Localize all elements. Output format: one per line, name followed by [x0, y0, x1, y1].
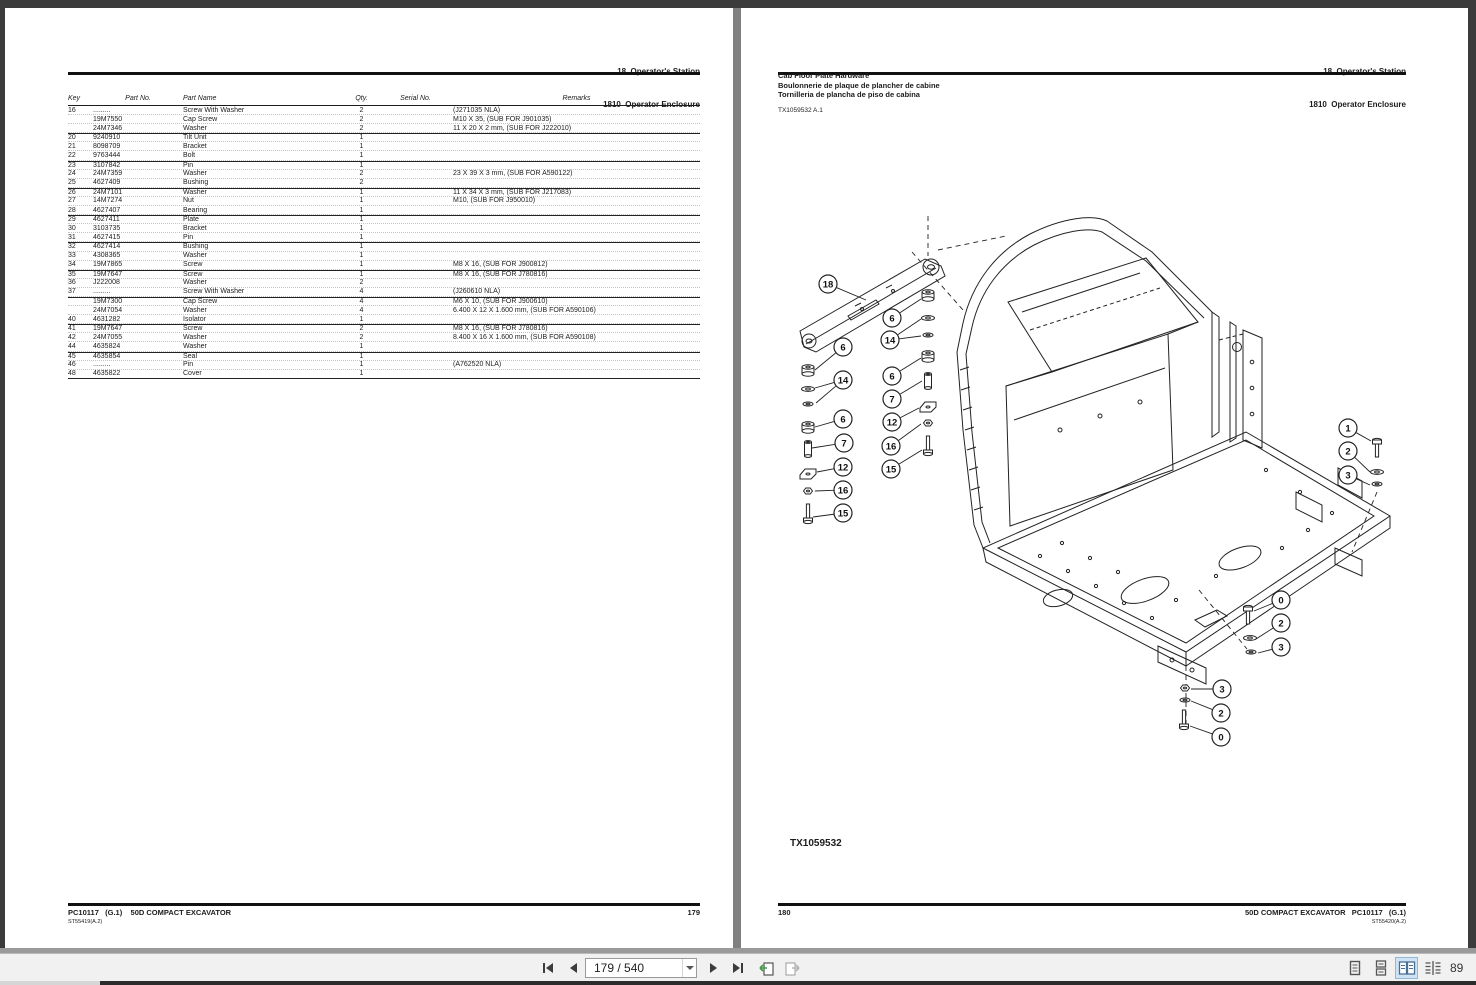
cell-name: Screw — [183, 261, 203, 269]
hardware-clip — [800, 469, 816, 479]
cell-key: 27 — [68, 197, 76, 205]
cell-key: 42 — [68, 333, 76, 341]
continuous-layout-button[interactable] — [1369, 957, 1392, 979]
col-header-key: Key — [68, 95, 81, 102]
hardware-bushing — [922, 351, 934, 362]
cell-pn: 9240910 — [93, 134, 121, 142]
table-row — [68, 124, 700, 133]
cell-name: Washer — [183, 333, 207, 341]
callout-balloon — [815, 481, 852, 499]
cell-key: 16 — [68, 106, 76, 114]
cell-pn: 4308365 — [93, 252, 121, 260]
cell-qty: 1 — [359, 252, 364, 260]
hardware-bolt_up — [1373, 438, 1382, 457]
next-page-button[interactable] — [703, 957, 725, 979]
cell-pn: 4627411 — [93, 216, 120, 224]
foot-rule — [68, 903, 700, 906]
cell-key: 25 — [68, 179, 76, 187]
cell-qty: 1 — [359, 161, 364, 169]
cell-name: Bracket — [183, 142, 207, 150]
callout-balloon — [817, 458, 852, 476]
callout-balloon — [819, 275, 866, 300]
hardware-layer — [800, 290, 1384, 730]
callout-balloon — [1339, 419, 1371, 441]
table-row — [68, 342, 700, 351]
cell-key: 33 — [68, 252, 76, 260]
hardware-washer_sm — [803, 402, 813, 406]
cell-rem: 11 X 20 X 2 mm, (SUB FOR J222010) — [453, 124, 572, 132]
footer-sub-ref: ST55420(A.2) — [1371, 919, 1406, 925]
single-page-layout-button[interactable] — [1343, 957, 1366, 979]
callout-balloon — [1256, 614, 1290, 639]
svg-text:16: 16 — [885, 441, 897, 453]
cell-pn: ......... — [93, 106, 111, 114]
cell-name: Cap Screw — [183, 115, 218, 123]
svg-text:6: 6 — [889, 313, 895, 325]
cell-pn: J222008 — [93, 279, 120, 287]
cell-qty: 1 — [359, 188, 364, 196]
cell-name: Nut — [183, 197, 194, 205]
cell-key: 21 — [68, 142, 76, 150]
cell-qty: 1 — [359, 197, 364, 205]
table-row — [68, 370, 700, 379]
svg-text:18: 18 — [822, 279, 834, 291]
cell-pn: 19M7865 — [93, 261, 123, 269]
svg-text:15: 15 — [837, 508, 849, 520]
single-page-layout-icon — [1347, 960, 1363, 976]
cell-pn: 8098709 — [93, 142, 121, 150]
cell-name: Screw — [183, 325, 203, 333]
cell-pn: 14M7274 — [93, 197, 123, 205]
cell-qty: 2 — [359, 106, 364, 114]
cell-name: Bracket — [183, 224, 207, 232]
cell-pn: 24M7101 — [93, 188, 123, 196]
callout-balloon — [1190, 726, 1230, 746]
cell-key: 29 — [68, 216, 76, 224]
hardware-bolt_down — [804, 504, 813, 524]
cell-qty: 1 — [359, 315, 364, 323]
hardware-nut — [804, 488, 813, 494]
table-row — [68, 151, 700, 160]
last-page-button[interactable] — [727, 957, 749, 979]
cell-rem: 6.400 X 12 X 1.600 mm, (SUB FOR A590106) — [453, 306, 596, 314]
footer-doc-ref: PC10117 (G.1) 50D COMPACT EXCAVATOR — [68, 908, 232, 917]
cell-qty: 1 — [359, 152, 364, 160]
page-right — [741, 8, 1468, 948]
cell-rem: M10 X 35, (SUB FOR J901035) — [453, 115, 552, 123]
hardware-spacer — [805, 441, 812, 458]
cell-name: Screw — [183, 270, 203, 278]
cell-name: Washer — [183, 252, 207, 260]
cell-pn: 4635824 — [93, 342, 121, 350]
svg-text:16: 16 — [837, 485, 849, 497]
cell-name: Washer — [183, 188, 207, 196]
cell-qty: 1 — [359, 216, 364, 224]
callout-balloon — [815, 338, 852, 370]
svg-text:14: 14 — [837, 375, 849, 387]
table-row — [68, 233, 700, 242]
page-number-value: 179 / 540 — [594, 961, 645, 975]
cell-qty: 1 — [359, 206, 364, 214]
cell-qty: 1 — [359, 243, 364, 251]
hardware-nut — [1181, 685, 1190, 691]
callout-balloon — [883, 408, 919, 431]
table-row — [68, 179, 700, 188]
cell-qty: 4 — [359, 288, 364, 296]
exploded-diagram — [741, 203, 1468, 793]
svg-text:6: 6 — [840, 414, 846, 426]
cell-key: 31 — [68, 233, 76, 241]
cell-rem: M8 X 16, (SUB FOR J780816) — [453, 325, 548, 333]
cell-rem: (J271035 NLA) — [453, 106, 501, 114]
running-head-line2: 1810 Operator Enclosure — [603, 100, 700, 109]
cell-pn: 4627415 — [93, 233, 121, 241]
svg-text:14: 14 — [884, 335, 896, 347]
cell-qty: 2 — [359, 279, 364, 287]
cell-rem: M10, (SUB FOR J950010) — [453, 197, 536, 205]
page-number-input[interactable] — [585, 958, 697, 978]
svg-text:2: 2 — [1218, 708, 1224, 720]
cell-name: Pin — [183, 361, 194, 369]
cell-key: 24 — [68, 170, 76, 178]
hardware-spacer — [925, 373, 932, 390]
cell-pn: 24M7055 — [93, 333, 123, 341]
figure-label: TX1059532 — [790, 838, 842, 849]
cell-key: 40 — [68, 315, 76, 323]
running-head-line2: 1810 Operator Enclosure — [1309, 100, 1406, 109]
cell-qty: 2 — [359, 115, 364, 123]
cell-qty: 1 — [359, 134, 364, 142]
zoom-level: 89 — [1450, 961, 1464, 975]
footer-sub-ref: ST55419(A.2) — [68, 919, 103, 925]
cell-name: Tilt Unit — [183, 134, 207, 142]
cell-qty: 1 — [359, 361, 364, 369]
svg-text:12: 12 — [886, 417, 898, 429]
cell-qty: 2 — [359, 124, 364, 132]
section-title-block — [778, 71, 940, 100]
table-row — [68, 288, 700, 297]
cell-qty: 1 — [359, 142, 364, 150]
cell-pn: 24M7346 — [93, 124, 123, 132]
cell-name: Bushing — [183, 243, 209, 251]
previous-view-button[interactable] — [755, 957, 777, 979]
parts-table — [68, 88, 700, 379]
col-header-qty: Qty. — [355, 95, 368, 102]
page-left — [5, 8, 733, 948]
callout-balloon — [813, 504, 852, 522]
first-page-button[interactable] — [537, 957, 559, 979]
svg-text:6: 6 — [840, 342, 846, 354]
cell-rem: 23 X 39 X 3 mm, (SUB FOR A590122) — [453, 170, 573, 178]
foot-rule — [778, 903, 1406, 906]
callout-balloon — [1191, 701, 1230, 722]
callout-balloon — [1258, 638, 1290, 656]
hardware-bushing — [802, 422, 814, 433]
cell-key: 30 — [68, 224, 76, 232]
cell-name: Bushing — [183, 179, 209, 187]
last-page-icon — [731, 962, 745, 974]
cell-rem: M8 X 16, (SUB FOR J900812) — [453, 261, 548, 269]
cell-pn: 4635822 — [93, 370, 121, 378]
next-view-icon — [784, 961, 801, 976]
cell-pn: 4627414 — [93, 243, 121, 251]
two-page-layout-icon — [1398, 960, 1416, 976]
page-dropdown-arrow[interactable] — [682, 959, 696, 977]
cell-qty: 2 — [359, 170, 364, 178]
cell-pn: 19M7647 — [93, 270, 123, 278]
cell-name: Screw With Washer — [183, 288, 245, 296]
callout-balloon — [883, 358, 921, 385]
cell-pn: 19M7300 — [93, 298, 123, 306]
hardware-bushing — [922, 290, 934, 301]
cell-key: 32 — [68, 243, 76, 251]
cell-pn: 3103735 — [93, 224, 121, 232]
cell-pn: 24M7359 — [93, 170, 123, 178]
footer-doc-ref: 50D COMPACT EXCAVATOR PC10117 (G.1) — [1244, 908, 1406, 917]
hardware-washer — [1371, 470, 1384, 475]
cell-pn: 24M7054 — [93, 306, 123, 314]
cell-pn: 4627409 — [93, 179, 121, 187]
cell-key: 34 — [68, 261, 76, 269]
cell-rem: (J260610 NLA) — [453, 288, 501, 296]
cell-name: Washer — [183, 342, 207, 350]
cell-name: Washer — [183, 306, 207, 314]
next-view-button[interactable] — [781, 957, 803, 979]
svg-text:3: 3 — [1278, 642, 1284, 654]
footer-page-number: 180 — [778, 908, 791, 917]
svg-text:1: 1 — [1345, 423, 1351, 435]
svg-text:6: 6 — [889, 371, 895, 383]
cell-name: Seal — [183, 352, 198, 360]
cell-name: Bearing — [183, 206, 208, 214]
cell-key: 20 — [68, 134, 76, 142]
cell-name: Pin — [183, 233, 194, 241]
cell-qty: 1 — [359, 270, 364, 278]
cell-qty: 2 — [359, 333, 364, 341]
page-gutter — [733, 8, 741, 948]
cell-pn: 4635854 — [93, 352, 121, 360]
callout-balloon — [815, 410, 852, 428]
hardware-washer_sm — [1246, 650, 1256, 654]
cell-pn: ......... — [93, 361, 111, 369]
table-row — [68, 315, 700, 324]
cell-rem: M8 X 16, (SUB FOR J780816) — [453, 270, 548, 278]
running-head-right — [1309, 44, 1406, 132]
svg-text:12: 12 — [837, 462, 849, 474]
cell-name: Cover — [183, 370, 202, 378]
cell-key: 48 — [68, 370, 76, 378]
parts-table-header — [68, 88, 700, 106]
hardware-washer — [922, 316, 935, 321]
cell-key: 28 — [68, 206, 76, 214]
table-row — [68, 206, 700, 215]
table-row — [68, 261, 700, 270]
cell-pn: 19M7647 — [93, 325, 123, 333]
svg-text:3: 3 — [1345, 470, 1351, 482]
cell-pn: 19M7550 — [93, 115, 123, 123]
svg-text:7: 7 — [841, 438, 847, 450]
cell-key: 35 — [68, 270, 76, 278]
cell-key: 23 — [68, 161, 76, 169]
next-page-icon — [709, 962, 719, 974]
hardware-washer_sm — [923, 333, 933, 337]
svg-text:7: 7 — [889, 394, 895, 406]
cell-name: Washer — [183, 124, 207, 132]
window-bottom-edge — [0, 981, 1476, 985]
two-page-continuous-layout-button[interactable] — [1421, 957, 1444, 979]
hardware-nut — [924, 420, 933, 426]
cell-qty: 1 — [359, 342, 364, 350]
cell-pn: ......... — [93, 288, 111, 296]
viewer-toolbar — [0, 953, 1476, 981]
cell-pn: 4631282 — [93, 315, 121, 323]
cell-key: 46 — [68, 361, 76, 369]
parts-table-body — [68, 106, 700, 379]
hardware-bolt_up — [1244, 605, 1253, 624]
cell-name: Plate — [183, 216, 199, 224]
two-page-continuous-layout-icon — [1424, 960, 1442, 976]
cell-name: Washer — [183, 170, 207, 178]
hardware-bolt_down — [924, 436, 933, 456]
cell-qty: 1 — [359, 261, 364, 269]
hardware-washer_sm — [1372, 482, 1382, 486]
cell-name: Washer — [183, 279, 207, 287]
col-header-name: Part Name — [183, 95, 217, 102]
cell-rem: (A762520 NLA) — [453, 361, 502, 369]
cell-pn: 3107842 — [93, 161, 121, 169]
cell-rem: 8.400 X 16 X 1.600 mm, (SUB FOR A590108) — [453, 333, 596, 341]
cell-name: Isolator — [183, 315, 206, 323]
cell-key: 45 — [68, 352, 76, 360]
cell-key: 26 — [68, 188, 76, 196]
figure-reference: TX1059532 A.1 — [778, 107, 823, 114]
previous-page-button[interactable] — [562, 957, 584, 979]
svg-text:0: 0 — [1278, 595, 1284, 607]
cell-name: Pin — [183, 161, 194, 169]
hardware-bushing — [802, 365, 814, 376]
previous-page-icon — [568, 962, 578, 974]
floor-plate-part — [800, 259, 945, 352]
first-page-icon — [541, 962, 555, 974]
cell-key: 44 — [68, 342, 76, 350]
cell-name: Cap Screw — [183, 298, 218, 306]
cell-name: Bolt — [183, 152, 196, 160]
col-header-remarks: Remarks — [562, 95, 591, 102]
two-page-layout-button[interactable] — [1395, 957, 1418, 979]
cell-pn: 9763444 — [93, 152, 121, 160]
cell-qty: 2 — [359, 325, 364, 333]
cell-qty: 4 — [359, 306, 364, 314]
cell-key: 37 — [68, 288, 76, 296]
svg-text:15: 15 — [885, 464, 897, 476]
cell-key: 41 — [68, 325, 76, 333]
cell-qty: 2 — [359, 179, 364, 187]
hardware-washer — [802, 387, 815, 392]
section-title-es: Tornilleria de plancha de piso de cabina — [778, 90, 920, 99]
section-title-en: Cab Floor Plate Hardware — [778, 71, 870, 80]
svg-text:2: 2 — [1278, 618, 1284, 630]
previous-view-icon — [758, 961, 775, 976]
hardware-washer — [1244, 636, 1257, 641]
svg-text:0: 0 — [1218, 732, 1224, 744]
callout-balloon — [1191, 680, 1231, 698]
cell-key: 36 — [68, 279, 76, 287]
callout-balloon — [1339, 466, 1370, 485]
svg-text:2: 2 — [1345, 446, 1351, 458]
cell-qty: 4 — [359, 298, 364, 306]
hardware-clip — [920, 402, 936, 412]
head-rule — [68, 72, 700, 75]
callout-balloon — [812, 434, 853, 452]
cell-qty: 1 — [359, 352, 364, 360]
cell-qty: 1 — [359, 370, 364, 378]
cell-key: 22 — [68, 152, 76, 160]
col-header-serial: Serial No. — [400, 95, 431, 102]
cell-rem: M6 X 10, (SUB FOR J900610) — [453, 298, 548, 306]
callout-balloon — [815, 371, 852, 403]
callout-balloons — [812, 275, 1371, 746]
cell-pn: 4627407 — [93, 206, 121, 214]
section-title-fr: Boulonnerie de plaque de plancher de cabine — [778, 80, 940, 90]
svg-text:3: 3 — [1219, 684, 1225, 696]
frame-drawing — [957, 218, 1390, 684]
col-header-partno: Part No. — [125, 95, 151, 102]
hardware-bolt_down — [1180, 710, 1189, 730]
continuous-layout-icon — [1373, 960, 1389, 976]
hardware-washer_sm — [1180, 698, 1190, 702]
cell-name: Screw With Washer — [183, 106, 245, 114]
footer-page-number: 179 — [687, 908, 700, 917]
cell-qty: 1 — [359, 233, 364, 241]
cell-qty: 1 — [359, 224, 364, 232]
cell-rem: 11 X 34 X 3 mm, (SUB FOR J217083) — [453, 188, 572, 196]
